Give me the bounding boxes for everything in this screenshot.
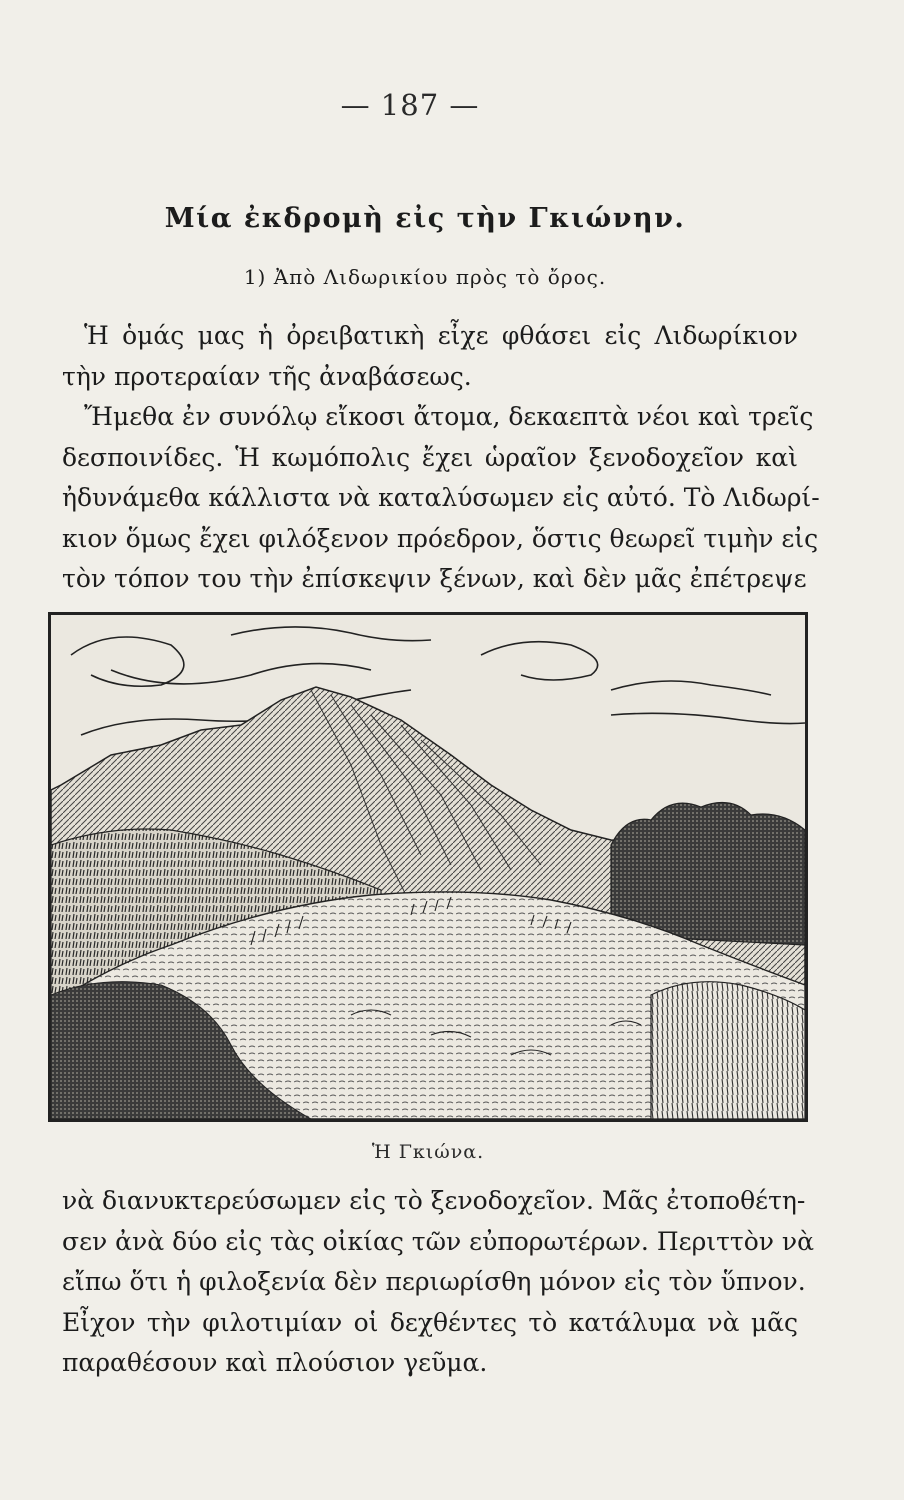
text-line: Ἤμεθα ἐν συνόλῳ εἴκοσι ἄτομα, δεκαεπτὰ νέοι καὶ τρεῖς — [84, 402, 814, 431]
text-line: κιον ὅμως ἔχει φιλόξενον πρόεδρον, ὅστις θεωρεῖ τιμὴν εἰς — [62, 523, 819, 553]
text-line: ἠδυνάμεθα κάλλιστα νὰ καταλύσωμεν εἰς αὐτό. Τὸ Λιδωρί- — [62, 483, 820, 512]
paragraph-1 — [62, 316, 798, 397]
mountain-engraving-figure — [48, 612, 808, 1122]
text-line: παραθέσουν καὶ πλούσιον γεῦμα. — [62, 1348, 488, 1377]
chapter-title: Μία ἐκδρομὴ εἰς τὴν Γκιώνην. — [164, 203, 686, 234]
figure-caption: Ἡ Γκιώνα. — [371, 1141, 485, 1163]
paragraph-3 — [62, 1181, 815, 1384]
text-line: Ἡ ὁμάς μας ἡ ὀρειβατικὴ εἶχε φθάσει εἰς Λιδωρίκιον — [84, 321, 798, 350]
text-line: σεν ἀνὰ δύο εἰς τὰς οἰκίας τῶν εὐπορωτέρων. Περιττὸν νὰ — [62, 1226, 815, 1256]
paragraph-2 — [62, 397, 820, 600]
text-line: νὰ διανυκτερεύσωμεν εἰς τὸ ξενοδοχεῖον. Μᾶς ἐτοποθέτη- — [62, 1186, 806, 1215]
text-line: τὸν τόπον του τὴν ἐπίσκεψιν ξένων, καὶ δὲν μᾶς ἐπέτρεψε — [62, 564, 807, 593]
section-subtitle: 1) Ἀπὸ Λιδωρικίου πρὸς τὸ ὄρος. — [243, 265, 607, 289]
text-line: δεσποινίδες. Ἡ κωμόπολις ἔχει ὡραῖον ξενοδοχεῖον καὶ — [62, 442, 798, 472]
rocks-right — [651, 982, 805, 1119]
mountain-landscape-illustration — [51, 615, 805, 1119]
text-line: εἴπω ὅτι ἡ φιλοξενία δὲν περιωρίσθη μόνον εἰς τὸν ὕπνον. — [62, 1267, 806, 1296]
text-line: τὴν προτεραίαν τῆς ἀναβάσεως. — [62, 361, 472, 391]
text-line: Εἶχον τὴν φιλοτιμίαν οἱ δεχθέντες τὸ κατάλυμα νὰ μᾶς — [62, 1307, 798, 1337]
page-number: — 187 — — [340, 88, 480, 122]
